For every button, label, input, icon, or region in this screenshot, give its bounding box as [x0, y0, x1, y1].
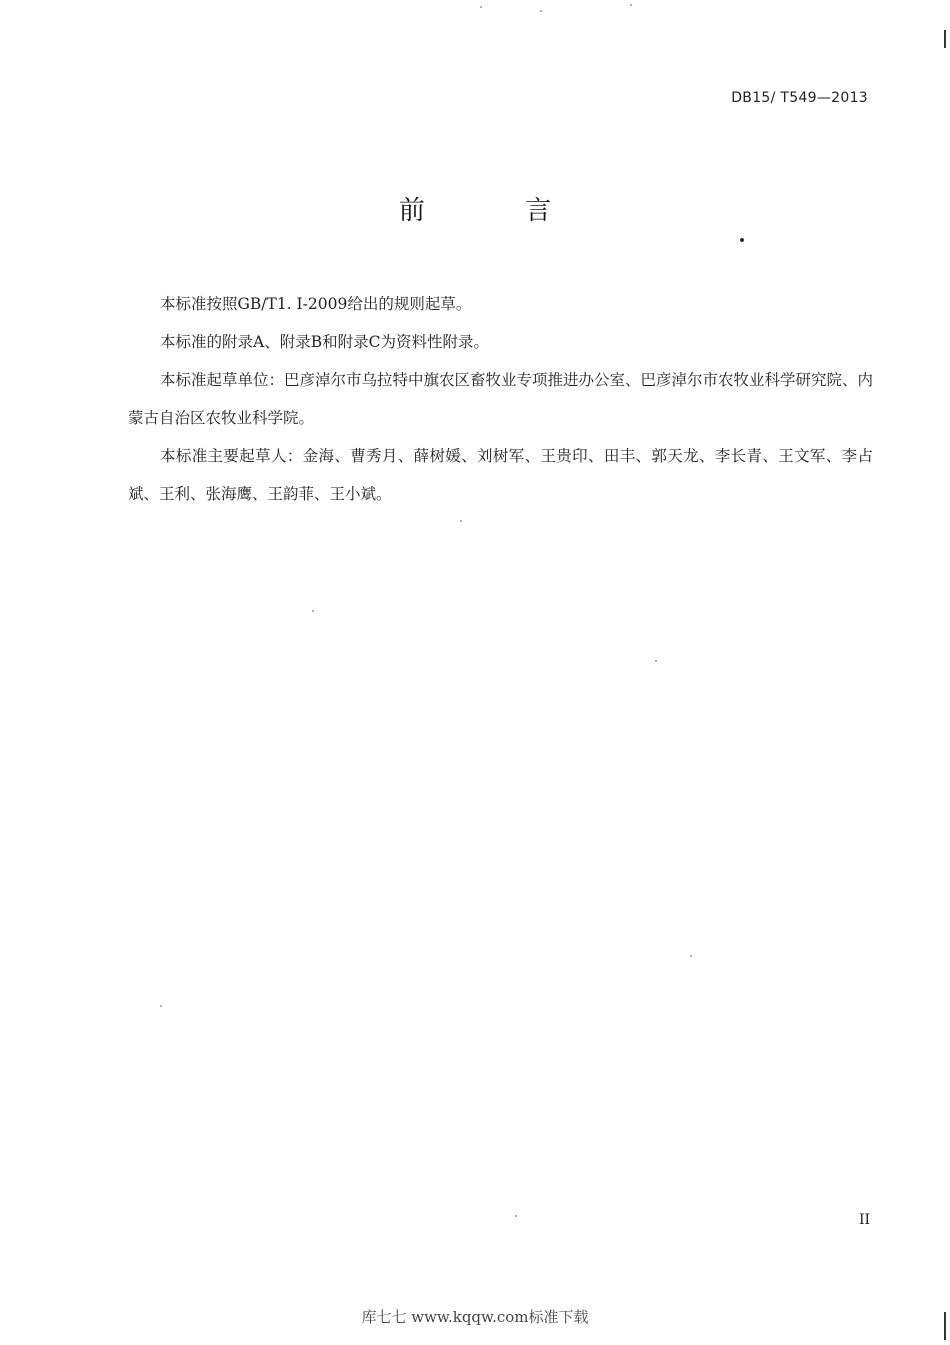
foreword-body	[128, 285, 873, 513]
scan-speck	[515, 1215, 517, 1217]
scan-speck	[740, 238, 744, 242]
scan-speck	[655, 660, 657, 662]
scan-speck	[540, 10, 542, 12]
paragraph-drafting-units: 本标准起草单位：巴彦淖尔市乌拉特中旗农区畜牧业专项推进办公室、巴彦淖尔市农牧业科学研究院、内蒙古自治区农牧业科学院。	[128, 371, 874, 427]
scan-speck	[480, 6, 482, 8]
page-number: II	[858, 1212, 870, 1228]
standard-code: DB15/ T549—2013	[731, 90, 868, 106]
paragraph-appendices: 本标准的附录A、附录B和附录C为资料性附录。	[160, 333, 489, 351]
paragraph-drafting-rules: 本标准按照GB/T1. I-2009给出的规则起草。	[160, 295, 472, 313]
scan-speck	[312, 610, 314, 612]
scan-edge-mark	[944, 1312, 946, 1340]
page-title: 前 言	[398, 196, 598, 226]
scan-edge-mark	[944, 30, 946, 48]
paragraph-drafters: 本标准主要起草人：金海、曹秀月、薛树媛、刘树军、王贵印、田丰、郭天龙、李长青、王文军、李占斌、王利、张海鹰、王韵菲、王小斌。	[128, 447, 873, 503]
footer-watermark: 库七七 www.kqqw.com标准下载	[361, 1308, 589, 1326]
scan-speck	[160, 1005, 162, 1007]
scan-speck	[630, 4, 632, 6]
scan-speck	[460, 520, 462, 522]
scan-speck	[690, 955, 692, 957]
